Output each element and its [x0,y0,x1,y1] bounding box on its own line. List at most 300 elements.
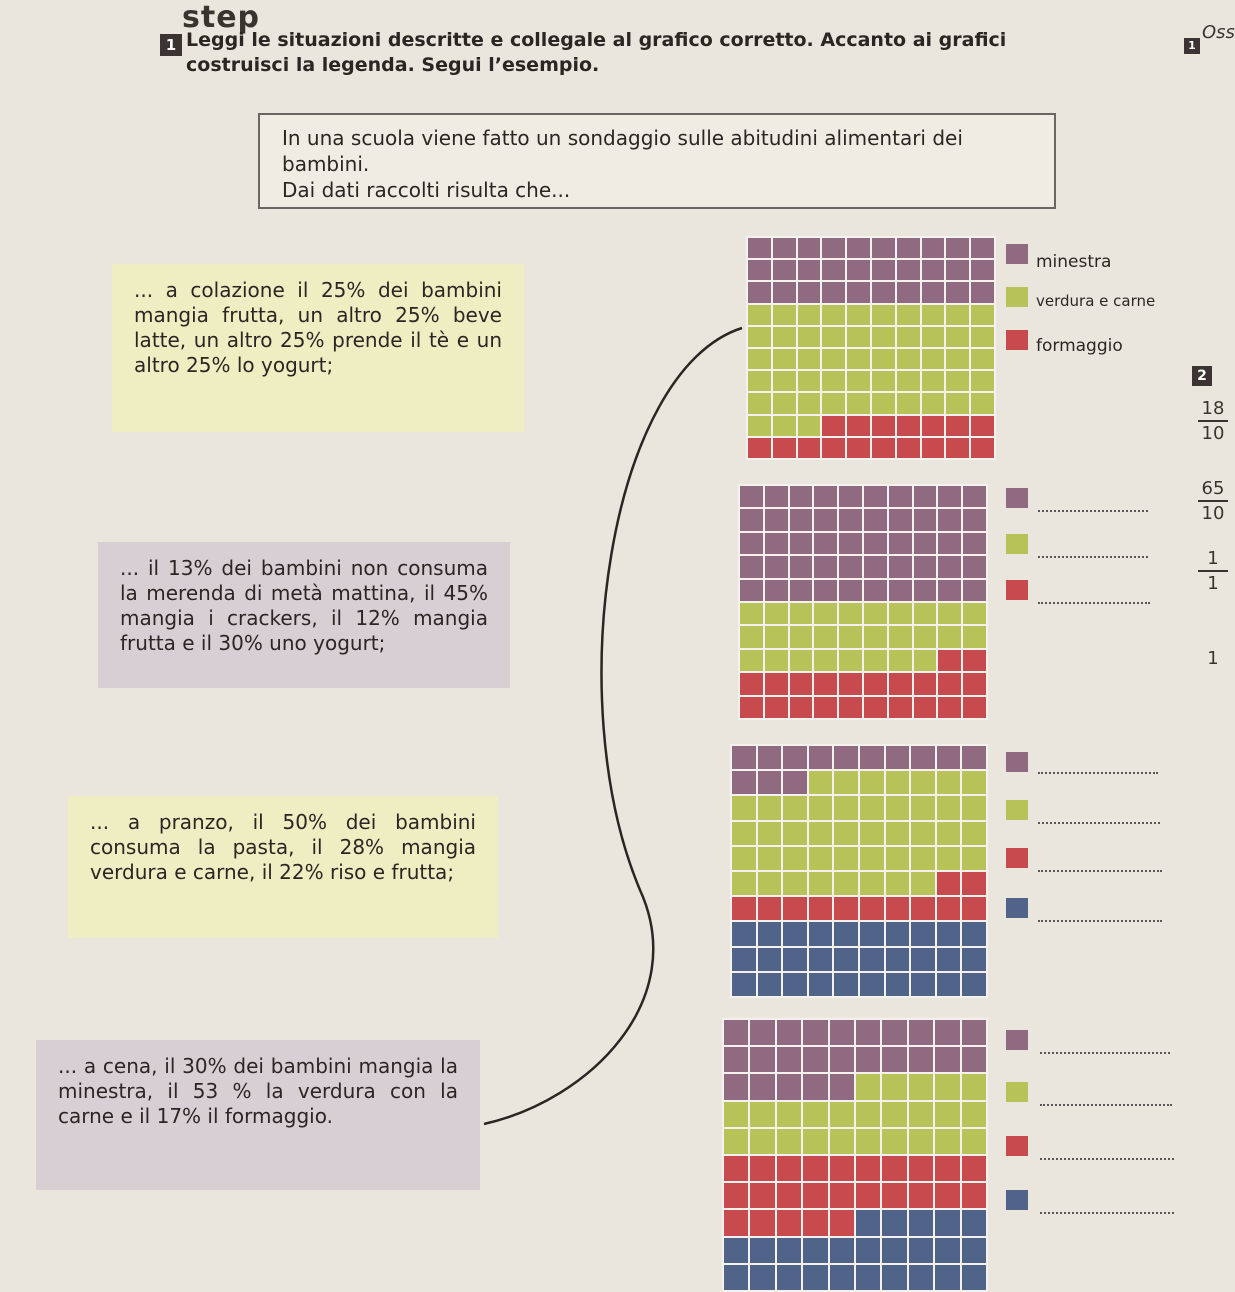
waffle-cell-purple [822,238,845,258]
waffle-cell-red [938,650,961,671]
waffle-cell-red [834,897,858,920]
waffle-cell-blue [856,1238,880,1263]
waffle-cell-red [839,673,862,694]
waffle-cell-red [798,438,821,458]
waffle-cell-blue [856,1265,880,1290]
waffle-cell-green [860,872,884,895]
waffle-cell-purple [839,486,862,507]
waffle-cell-green [777,1102,801,1127]
waffle-cell-purple [914,556,937,577]
waffle-cell-green [822,327,845,347]
waffle-cell-green [872,371,895,391]
waffle-cell-purple [962,1047,986,1072]
waffle-cell-purple [765,556,788,577]
situation-card-pranzo[interactable]: ... a pranzo, il 50% dei bambini consuma la pasta, il 28% mangia verdura e carne, il 22% riso e frutta; [68,796,498,938]
waffle-cell-purple [938,509,961,530]
waffle-cell-blue [882,1265,906,1290]
waffle-cell-green [830,1129,854,1154]
waffle-cell-red [963,673,986,694]
waffle-cell-purple [724,1020,748,1045]
waffle-cell-green [897,327,920,347]
waffle-cell-purple [814,580,837,601]
waffle-cell-green [864,603,887,624]
legend-blank-line[interactable] [1038,556,1148,558]
waffle-cell-purple [765,533,788,554]
waffle-cell-purple [809,746,833,769]
waffle-cell-purple [830,1074,854,1099]
waffle-cell-red [750,1183,774,1208]
waffle-cell-red [963,697,986,718]
waffle-cell-purple [962,746,986,769]
waffle-cell-green [790,603,813,624]
waffle-chart-3[interactable] [730,744,988,998]
waffle-cell-green [765,626,788,647]
waffle-cell-green [839,650,862,671]
waffle-cell-green [803,1102,827,1127]
waffle-cell-purple [971,260,994,280]
waffle-cell-blue [732,948,756,971]
waffle-cell-green [773,416,796,436]
waffle-cell-red [882,1156,906,1181]
waffle-cell-purple [856,1047,880,1072]
waffle-cell-blue [834,922,858,945]
waffle-cell-green [962,771,986,794]
waffle-cell-green [732,872,756,895]
legend-blank-line[interactable] [1038,822,1160,824]
waffle-cell-red [864,673,887,694]
waffle-cell-purple [740,580,763,601]
waffle-cell-green [773,305,796,325]
waffle-cell-green [834,847,858,870]
waffle-cell-purple [777,1047,801,1072]
waffle-cell-green [822,305,845,325]
waffle-cell-purple [839,556,862,577]
waffle-cell-red [962,872,986,895]
waffle-cell-red [897,416,920,436]
waffle-cell-purple [909,1047,933,1072]
waffle-cell-purple [803,1047,827,1072]
legend-blank-line[interactable] [1038,602,1150,604]
waffle-cell-red [803,1183,827,1208]
waffle-cell-green [963,603,986,624]
waffle-cell-green [740,650,763,671]
waffle-cell-blue [882,1210,906,1235]
waffle-cell-green [847,371,870,391]
legend-blank-line[interactable] [1040,1052,1170,1054]
fraction-numerator: 1 [1207,548,1219,569]
waffle-cell-blue [750,1265,774,1290]
waffle-cell-blue [935,1210,959,1235]
waffle-cell-green [798,305,821,325]
waffle-cell-green [860,771,884,794]
waffle-cell-green [962,1074,986,1099]
waffle-cell-green [803,1129,827,1154]
waffle-cell-purple [790,533,813,554]
waffle-cell-purple [830,1020,854,1045]
waffle-cell-blue [856,1210,880,1235]
waffle-cell-purple [839,533,862,554]
waffle-cell-green [748,327,771,347]
page-heading: step [182,0,261,35]
waffle-cell-green [834,822,858,845]
waffle-cell-green [938,603,961,624]
waffle-cell-purple [847,238,870,258]
waffle-cell-red [962,1156,986,1181]
waffle-cell-purple [798,282,821,302]
waffle-cell-red [847,438,870,458]
waffle-cell-green [856,1074,880,1099]
waffle-cell-green [809,872,833,895]
waffle-cell-green [909,1074,933,1099]
waffle-cell-green [889,650,912,671]
waffle-cell-green [783,872,807,895]
waffle-cell-green [822,393,845,413]
waffle-chart-1[interactable] [746,236,996,460]
waffle-cell-purple [860,746,884,769]
waffle-chart-4[interactable] [722,1018,988,1292]
legend-blank-line[interactable] [1038,772,1158,774]
fraction-denominator: 1 [1207,573,1219,594]
waffle-cell-purple [750,1020,774,1045]
waffle-cell-green [937,847,961,870]
legend-blank-line[interactable] [1040,1212,1174,1214]
waffle-cell-green [758,796,782,819]
waffle-cell-green [914,650,937,671]
waffle-cell-purple [847,282,870,302]
waffle-cell-blue [809,973,833,996]
waffle-cell-red [914,673,937,694]
legend-label-minestra: minestra [1036,252,1112,272]
side-heading-text: Oss [1202,22,1235,43]
waffle-cell-blue [909,1238,933,1263]
waffle-cell-blue [777,1265,801,1290]
waffle-cell-purple [758,771,782,794]
waffle-cell-purple [740,509,763,530]
waffle-cell-green [886,796,910,819]
waffle-cell-purple [938,486,961,507]
waffle-cell-purple [914,580,937,601]
waffle-cell-green [922,327,945,347]
waffle-cell-green [963,626,986,647]
situation-card-cena[interactable]: ... a cena, il 30% dei bambini mangia la minestra, il 53 % la verdura con la carne e il 17% il formaggio. [36,1040,480,1190]
waffle-cell-red [971,416,994,436]
waffle-cell-green [922,349,945,369]
waffle-cell-purple [750,1047,774,1072]
waffle-cell-green [882,1074,906,1099]
waffle-cell-purple [790,486,813,507]
waffle-cell-purple [963,580,986,601]
waffle-cell-purple [946,282,969,302]
waffle-cell-green [783,796,807,819]
waffle-cell-purple [889,509,912,530]
waffle-cell-purple [889,486,912,507]
waffle-cell-blue [834,948,858,971]
waffle-cell-red [740,697,763,718]
waffle-cell-green [809,847,833,870]
waffle-cell-blue [909,1265,933,1290]
waffle-cell-purple [856,1020,880,1045]
waffle-cell-green [962,1129,986,1154]
waffle-cell-green [748,349,771,369]
waffle-cell-red [765,697,788,718]
legend-swatch-red [1006,580,1028,600]
waffle-cell-purple [803,1074,827,1099]
waffle-cell-green [847,305,870,325]
waffle-cell-green [798,393,821,413]
situation-card-colazione[interactable]: ... a colazione il 25% dei bambini mangia frutta, un altro 25% beve latte, un altro 25% prende il tè e un altro 25% lo yogurt; [112,264,524,432]
waffle-cell-red [962,897,986,920]
waffle-cell-red [783,897,807,920]
waffle-cell-red [864,697,887,718]
waffle-cell-green [724,1129,748,1154]
waffle-cell-red [790,697,813,718]
waffle-cell-red [946,438,969,458]
waffle-cell-purple [914,533,937,554]
legend-swatch-blue [1006,1190,1028,1210]
waffle-cell-blue [777,1238,801,1263]
waffle-cell-purple [814,509,837,530]
exercise-number-badge: 1 [160,34,182,56]
waffle-cell-purple [724,1074,748,1099]
waffle-cell-purple [814,533,837,554]
waffle-cell-red [911,897,935,920]
waffle-cell-blue [834,973,858,996]
waffle-cell-red [740,673,763,694]
waffle-cell-green [911,822,935,845]
situation-card-merenda[interactable]: ... il 13% dei bambini non consuma la merenda di metà mattina, il 45% mangia i crackers, il 12% mangia frutta e il 30% uno yogurt; [98,542,510,688]
waffle-cell-purple [777,1074,801,1099]
waffle-cell-green [914,603,937,624]
waffle-cell-blue [830,1238,854,1263]
waffle-cell-red [773,438,796,458]
waffle-cell-blue [732,973,756,996]
waffle-chart-2[interactable] [738,484,988,720]
waffle-cell-blue [935,1238,959,1263]
waffle-cell-red [922,438,945,458]
waffle-cell-green [937,771,961,794]
waffle-cell-blue [809,948,833,971]
waffle-cell-red [922,416,945,436]
waffle-cell-green [798,327,821,347]
waffle-cell-blue [937,948,961,971]
waffle-cell-green [750,1129,774,1154]
waffle-cell-purple [889,580,912,601]
waffle-cell-green [962,1102,986,1127]
waffle-cell-green [889,603,912,624]
waffle-cell-purple [971,282,994,302]
waffle-cell-purple [773,260,796,280]
waffle-cell-red [814,673,837,694]
waffle-cell-red [856,1183,880,1208]
waffle-cell-blue [809,922,833,945]
fraction-numerator: 65 [1201,478,1225,499]
waffle-cell-green [798,349,821,369]
waffle-cell-green [886,822,910,845]
waffle-cell-purple [822,282,845,302]
waffle-cell-purple [889,533,912,554]
waffle-cell-purple [971,238,994,258]
legend-swatch-purple [1006,244,1028,264]
waffle-cell-green [814,626,837,647]
exercise-instruction: Leggi le situazioni descritte e collegale al grafico corretto. Accanto ai grafici costruisci la legenda. Segui l’esempio. [186,29,1007,76]
legend-blank-line[interactable] [1038,510,1148,512]
waffle-cell-blue [935,1265,959,1290]
waffle-cell-green [872,393,895,413]
waffle-cell-purple [872,260,895,280]
waffle-cell-green [834,796,858,819]
waffle-cell-green [740,603,763,624]
waffle-cell-green [882,1102,906,1127]
waffle-cell-red [822,416,845,436]
waffle-cell-red [938,673,961,694]
waffle-cell-purple [935,1020,959,1045]
intro-line-2: Dai dati raccolti risulta che... [282,178,571,202]
waffle-cell-blue [783,922,807,945]
waffle-cell-purple [937,746,961,769]
waffle-cell-red [860,897,884,920]
waffle-cell-blue [911,948,935,971]
waffle-cell-red [777,1156,801,1181]
waffle-cell-blue [860,922,884,945]
waffle-cell-green [971,371,994,391]
legend-blank-line[interactable] [1038,920,1162,922]
waffle-cell-green [748,393,771,413]
waffle-cell-blue [937,922,961,945]
waffle-cell-red [790,673,813,694]
waffle-cell-purple [765,486,788,507]
waffle-cell-green [773,349,796,369]
legend-swatch-green [1006,1082,1028,1102]
waffle-cell-purple [922,260,945,280]
waffle-cell-green [748,305,771,325]
waffle-cell-purple [897,260,920,280]
waffle-cell-green [911,872,935,895]
waffle-cell-blue [783,948,807,971]
waffle-cell-purple [798,260,821,280]
waffle-cell-red [750,1210,774,1235]
legend-swatch-purple [1006,1030,1028,1050]
waffle-cell-purple [790,509,813,530]
waffle-cell-red [803,1210,827,1235]
waffle-cell-green [914,626,937,647]
fraction-denominator: 10 [1201,423,1225,444]
waffle-cell-green [822,371,845,391]
waffle-cell-blue [962,973,986,996]
waffle-cell-purple [882,1047,906,1072]
legend-swatch-red [1006,1136,1028,1156]
waffle-cell-blue [724,1238,748,1263]
waffle-cell-purple [814,486,837,507]
waffle-cell-purple [765,509,788,530]
waffle-cell-green [946,305,969,325]
legend-swatch-purple [1006,488,1028,508]
waffle-cell-green [909,1129,933,1154]
waffle-cell-purple [765,580,788,601]
waffle-cell-green [732,796,756,819]
waffle-cell-green [750,1102,774,1127]
fraction-denominator: 10 [1201,503,1225,524]
waffle-cell-purple [864,556,887,577]
waffle-cell-green [922,305,945,325]
legend-label-formaggio: formaggio [1036,336,1123,356]
waffle-cell-purple [911,746,935,769]
waffle-cell-green [897,371,920,391]
waffle-cell-purple [748,282,771,302]
waffle-cell-red [882,1183,906,1208]
waffle-cell-blue [962,1210,986,1235]
fraction-bar [1198,420,1228,422]
waffle-cell-purple [814,556,837,577]
waffle-cell-purple [777,1020,801,1045]
waffle-cell-green [946,371,969,391]
waffle-cell-blue [724,1265,748,1290]
waffle-cell-blue [962,922,986,945]
legend-swatch-red [1006,848,1028,868]
waffle-cell-red [937,897,961,920]
waffle-cell-green [935,1129,959,1154]
waffle-cell-green [758,822,782,845]
waffle-cell-red [872,438,895,458]
waffle-cell-green [732,822,756,845]
waffle-cell-purple [963,533,986,554]
waffle-cell-red [963,650,986,671]
waffle-cell-blue [803,1238,827,1263]
waffle-cell-red [809,897,833,920]
waffle-cell-green [798,371,821,391]
waffle-cell-green [777,1129,801,1154]
waffle-cell-green [732,847,756,870]
waffle-cell-red [830,1183,854,1208]
waffle-cell-red [938,697,961,718]
waffle-cell-red [748,438,771,458]
waffle-cell-blue [937,973,961,996]
waffle-cell-green [909,1102,933,1127]
waffle-cell-red [724,1210,748,1235]
waffle-cell-purple [803,1020,827,1045]
waffle-cell-green [834,771,858,794]
waffle-cell-blue [886,922,910,945]
waffle-cell-purple [914,509,937,530]
legend-blank-line[interactable] [1040,1104,1172,1106]
waffle-cell-green [897,393,920,413]
legend-blank-line[interactable] [1038,870,1162,872]
waffle-cell-blue [911,973,935,996]
waffle-cell-purple [963,556,986,577]
waffle-cell-purple [864,533,887,554]
waffle-cell-blue [886,948,910,971]
waffle-cell-green [839,626,862,647]
waffle-cell-green [758,847,782,870]
waffle-cell-purple [914,486,937,507]
legend-swatch-green [1006,800,1028,820]
waffle-cell-green [962,847,986,870]
side-exercise-badge: 1 [1184,38,1200,54]
waffle-cell-green [856,1102,880,1127]
waffle-cell-green [889,626,912,647]
waffle-cell-green [765,603,788,624]
waffle-cell-red [909,1156,933,1181]
waffle-cell-purple [922,282,945,302]
waffle-cell-purple [740,556,763,577]
waffle-cell-green [758,872,782,895]
waffle-cell-green [882,1129,906,1154]
waffle-cell-purple [750,1074,774,1099]
waffle-cell-red [724,1183,748,1208]
waffle-cell-green [935,1074,959,1099]
fraction-bar [1198,570,1228,572]
legend-blank-line[interactable] [1040,1158,1174,1160]
waffle-cell-purple [962,1020,986,1045]
